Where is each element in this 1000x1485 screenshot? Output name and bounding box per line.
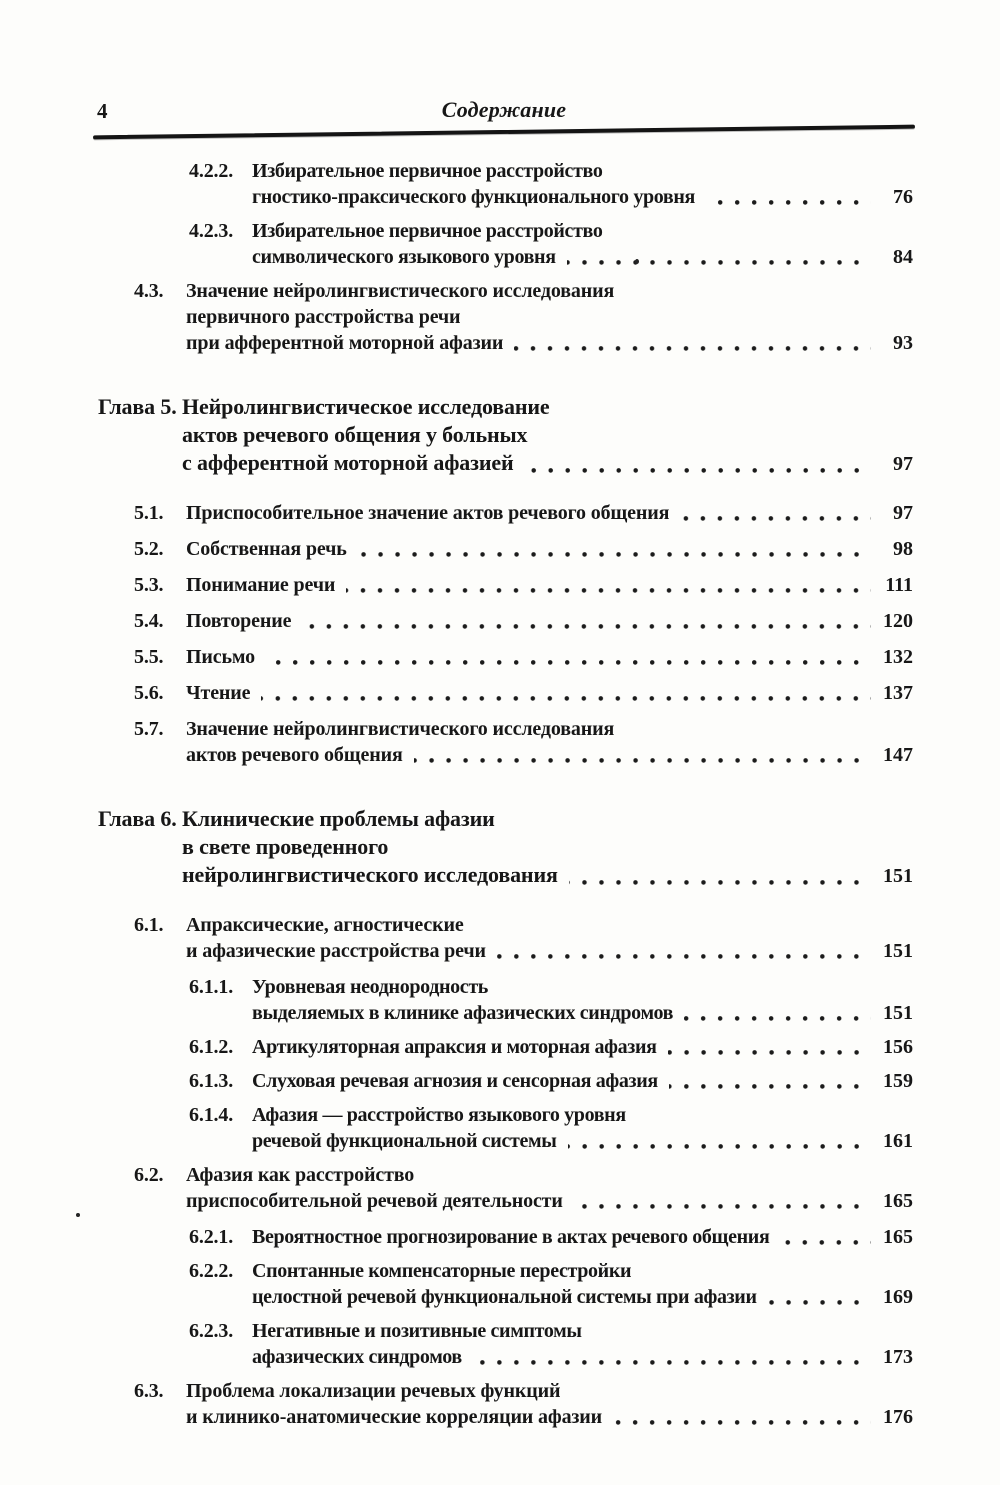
entry-page-number: 93 — [893, 332, 913, 354]
entry-page-number: 120 — [883, 610, 913, 632]
entry-text: Спонтанные компенсаторные перестройки — [252, 1260, 632, 1282]
entry-text: Проблема локализации речевых функций — [186, 1380, 561, 1402]
dot-leader — [706, 200, 871, 205]
entry-text: Вероятностное прогнозирование в актах речевого общения — [252, 1226, 770, 1248]
entry-number: 5.5. — [134, 646, 164, 668]
dot-leader — [569, 880, 871, 885]
entry-number: 4.3. — [134, 280, 164, 302]
entry-text: и афазические расстройства речи — [186, 940, 486, 962]
entry-page-number: 97 — [893, 453, 913, 475]
entry-text: Избирательное первичное расстройство — [252, 160, 603, 182]
entry-page-number: 147 — [883, 744, 913, 766]
running-title: Содержание — [441, 97, 567, 122]
toc-entry — [134, 278, 913, 356]
toc-entry — [134, 716, 913, 768]
entry-text: приспособительной речевой деятельности — [186, 1190, 563, 1212]
entry-number: 5.2. — [134, 538, 164, 560]
dot-leader — [261, 696, 871, 701]
dot-leader — [514, 346, 871, 351]
entry-text: Значение нейролингвистического исследования — [186, 718, 615, 740]
toc-entry — [189, 1224, 913, 1250]
toc-entry — [189, 1034, 913, 1060]
toc-entry — [134, 1162, 913, 1214]
dot-leader — [669, 1084, 871, 1089]
page-number: 4 — [97, 99, 108, 123]
entry-text: символического языкового уровня — [252, 246, 556, 268]
entry-text: с афферентной моторной афазией — [182, 450, 514, 475]
toc-entry — [189, 1102, 913, 1154]
dot-leader — [302, 624, 871, 629]
entry-number: 6.1.4. — [189, 1104, 234, 1126]
entry-text: Апраксические, агностические — [186, 914, 464, 936]
toc-entry — [134, 680, 913, 706]
header-rule — [93, 125, 915, 139]
dot-leader — [358, 552, 871, 557]
entry-number: 6.2. — [134, 1164, 164, 1186]
entry-text: Афазия как расстройство — [186, 1164, 415, 1186]
toc-entry — [189, 1258, 913, 1310]
entry-page-number: 151 — [883, 865, 913, 887]
entry-number: 6.1. — [134, 914, 164, 936]
dot-leader — [574, 1204, 871, 1209]
entry-text: в свете проведенного — [182, 834, 389, 859]
entry-number: 5.4. — [134, 610, 164, 632]
entry-number: Глава 5. — [98, 394, 177, 419]
entry-text: Нейролингвистическое исследование — [182, 394, 550, 419]
dot-leader — [768, 1300, 871, 1305]
entry-page-number: 169 — [883, 1286, 913, 1308]
entry-text: актов речевого общения — [186, 744, 403, 766]
entry-page-number: 176 — [883, 1406, 913, 1428]
entry-page-number: 159 — [883, 1070, 913, 1092]
toc-entry — [189, 1068, 913, 1094]
scan-speck — [635, 259, 639, 264]
entry-number: 5.6. — [134, 682, 164, 704]
entry-text: первичного расстройства речи — [186, 306, 461, 328]
entry-text: целостной речевой функциональной системы при афазии — [252, 1286, 757, 1308]
toc-entry — [134, 608, 913, 634]
entry-text: Афазия — расстройство языкового уровня — [252, 1104, 626, 1126]
entry-number: 6.3. — [134, 1380, 164, 1402]
entry-text: нейролингвистического исследования — [182, 862, 558, 887]
entry-text: Приспособительное значение актов речевого общения — [186, 502, 670, 524]
entry-text: выделяемых в клинике афазических синдромов — [252, 1002, 674, 1024]
toc-entry — [134, 572, 913, 598]
scan-speck — [76, 1213, 80, 1217]
toc-entry — [134, 912, 913, 964]
entry-number: 4.2.3. — [189, 220, 234, 242]
entry-page-number: 98 — [893, 538, 913, 560]
dot-leader — [567, 260, 871, 265]
entry-page-number: 76 — [893, 186, 913, 208]
entry-text: Письмо — [186, 646, 255, 668]
entry-page-number: 111 — [885, 574, 913, 596]
toc-entry — [189, 218, 913, 270]
entry-text: Собственная речь — [186, 538, 347, 560]
toc — [0, 158, 913, 1440]
entry-text: Артикуляторная апраксия и моторная афазия — [252, 1036, 657, 1058]
dot-leader — [680, 516, 871, 521]
entry-number: 6.2.2. — [189, 1260, 234, 1282]
entry-page-number: 161 — [883, 1130, 913, 1152]
entry-page-number: 137 — [883, 682, 913, 704]
entry-number: 6.2.3. — [189, 1320, 234, 1342]
dot-leader — [497, 954, 871, 959]
entry-page-number: 173 — [883, 1346, 913, 1368]
entry-page-number: 97 — [893, 502, 913, 524]
entry-number: 5.7. — [134, 718, 164, 740]
entry-text: при афферентной моторной афазии — [186, 332, 504, 354]
entry-text: Клинические проблемы афазии — [182, 806, 495, 831]
entry-text: афазических синдромов — [252, 1346, 462, 1368]
dot-leader — [266, 660, 871, 665]
entry-number: 6.1.1. — [189, 976, 234, 998]
entry-page-number: 165 — [883, 1190, 913, 1212]
entry-text: Повторение — [186, 610, 292, 632]
entry-text: Чтение — [186, 682, 251, 704]
entry-text: актов речевого общения у больных — [182, 422, 528, 447]
entry-number: 6.1.2. — [189, 1036, 234, 1058]
entry-page-number: 151 — [883, 940, 913, 962]
toc-entry — [98, 393, 913, 478]
entry-text: и клинико-анатомические корреляции афазии — [186, 1406, 603, 1428]
entry-number: 5.3. — [134, 574, 164, 596]
toc-entry — [134, 500, 913, 526]
dot-leader — [780, 1240, 871, 1245]
dot-leader — [473, 1360, 871, 1365]
dot-leader — [525, 468, 872, 473]
entry-page-number: 132 — [883, 646, 913, 668]
entry-text: Уровневая неоднородность — [252, 976, 489, 998]
dot-leader — [668, 1050, 871, 1055]
entry-text: Негативные и позитивные симптомы — [252, 1320, 582, 1342]
dot-leader — [568, 1144, 871, 1149]
page-header — [95, 97, 913, 131]
toc-entry — [134, 536, 913, 562]
toc-entry — [189, 158, 913, 210]
entry-page-number: 84 — [893, 246, 913, 268]
entry-page-number: 151 — [883, 1002, 913, 1024]
toc-entry — [189, 1318, 913, 1370]
toc-entry — [189, 974, 913, 1026]
dot-leader — [613, 1420, 871, 1425]
entry-page-number: 165 — [883, 1226, 913, 1248]
entry-page-number: 156 — [883, 1036, 913, 1058]
entry-number: Глава 6. — [98, 806, 177, 831]
entry-text: Понимание речи — [186, 574, 336, 596]
toc-entry — [134, 1378, 913, 1430]
entry-text: Избирательное первичное расстройство — [252, 220, 603, 242]
toc-entry — [98, 805, 913, 890]
toc-entry — [134, 644, 913, 670]
entry-number: 6.2.1. — [189, 1226, 234, 1248]
entry-text: речевой функциональной системы — [252, 1130, 557, 1152]
entry-text: гностико-праксического функционального уровня — [252, 186, 696, 208]
entry-number: 6.1.3. — [189, 1070, 234, 1092]
entry-number: 5.1. — [134, 502, 164, 524]
dot-leader — [414, 758, 871, 763]
entry-number: 4.2.2. — [189, 160, 234, 182]
dot-leader — [346, 588, 871, 593]
entry-text: Слуховая речевая агнозия и сенсорная афазия — [252, 1070, 658, 1092]
dot-leader — [684, 1016, 871, 1021]
entry-text: Значение нейролингвистического исследования — [186, 280, 615, 302]
